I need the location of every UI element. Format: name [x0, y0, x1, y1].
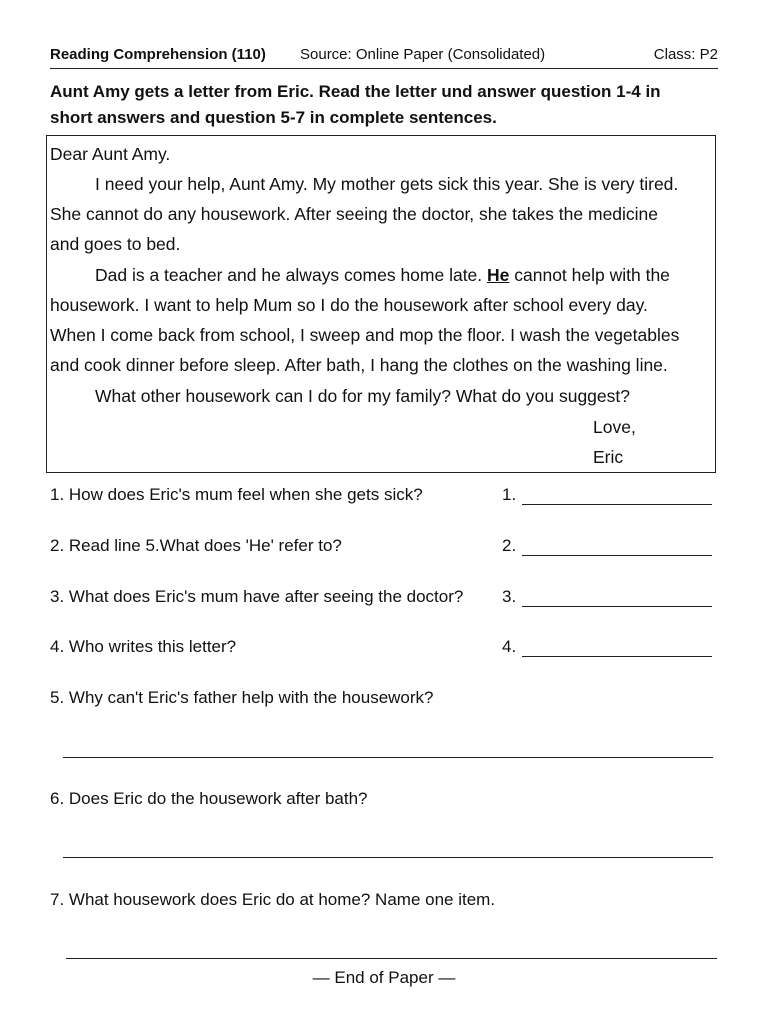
instructions-line-1: Aunt Amy gets a letter from Eric. Read the letter und answer question 1-4 in [50, 82, 661, 101]
question-3: 3. What does Eric's mum have after seeing the doctor? [50, 587, 464, 606]
question-2: 2. Read line 5.What does 'He' refer to? [50, 536, 342, 555]
letter-line-6: When I come back from school, I sweep and mop the floor. I wash the vegetables [50, 325, 680, 345]
letter-closing: Love, [593, 417, 636, 437]
letter-line-4 [95, 265, 670, 286]
letter-line-4-start: Dad is a teacher and he always comes home late. [95, 265, 488, 285]
answer-2-line[interactable] [522, 555, 712, 556]
answer-1-number: 1. [502, 485, 517, 504]
question-5: 5. Why can't Eric's father help with the housework? [50, 688, 434, 707]
letter-line-5: housework. I want to help Mum so I do the housework after school every day. [50, 295, 648, 315]
letter-line-4-end: cannot help with the [509, 265, 670, 285]
end-of-paper: — End of Paper — [312, 968, 456, 987]
answer-4-line[interactable] [522, 656, 712, 657]
answer-7-line[interactable] [66, 958, 717, 959]
answer-3-line[interactable] [522, 606, 712, 607]
answer-1-line[interactable] [522, 504, 712, 505]
paper-source: Source: Online Paper (Consolidated) [300, 46, 546, 63]
paper-title: Reading Comprehension (110) [50, 46, 266, 63]
header [50, 44, 718, 69]
instructions [50, 79, 718, 131]
answer-3-number: 3. [502, 587, 517, 606]
letter-line-3: and goes to bed. [50, 234, 181, 254]
question-4: 4. Who writes this letter? [50, 637, 237, 656]
question-1: 1. How does Eric's mum feel when she gets sick? [50, 485, 423, 504]
letter-line-8: What other housework can I do for my family? What do you suggest? [95, 386, 630, 406]
answer-5-line[interactable] [63, 757, 713, 758]
question-7: 7. What housework does Eric do at home? Name one item. [50, 890, 496, 909]
answer-2-number: 2. [502, 536, 517, 555]
instructions-line-2: short answers and question 5-7 in complete sentences. [50, 108, 497, 127]
letter-line-1: I need your help, Aunt Amy. My mother gets sick this year. She is very tired. [95, 174, 679, 194]
answer-6-line[interactable] [63, 857, 713, 858]
question-6: 6. Does Eric do the housework after bath? [50, 789, 368, 808]
answer-4-number: 4. [502, 637, 517, 656]
class-label: Class: P2 [653, 46, 718, 63]
he-word: He [487, 265, 510, 285]
letter-line-2: She cannot do any housework. After seeing the doctor, she takes the medicine [50, 204, 659, 224]
letter-greeting: Dear Aunt Amy. [50, 144, 171, 164]
letter-box [46, 135, 716, 473]
letter-signature: Eric [593, 447, 624, 467]
letter-line-7: and cook dinner before sleep. After bath, I hang the clothes on the washing line. [50, 355, 668, 375]
